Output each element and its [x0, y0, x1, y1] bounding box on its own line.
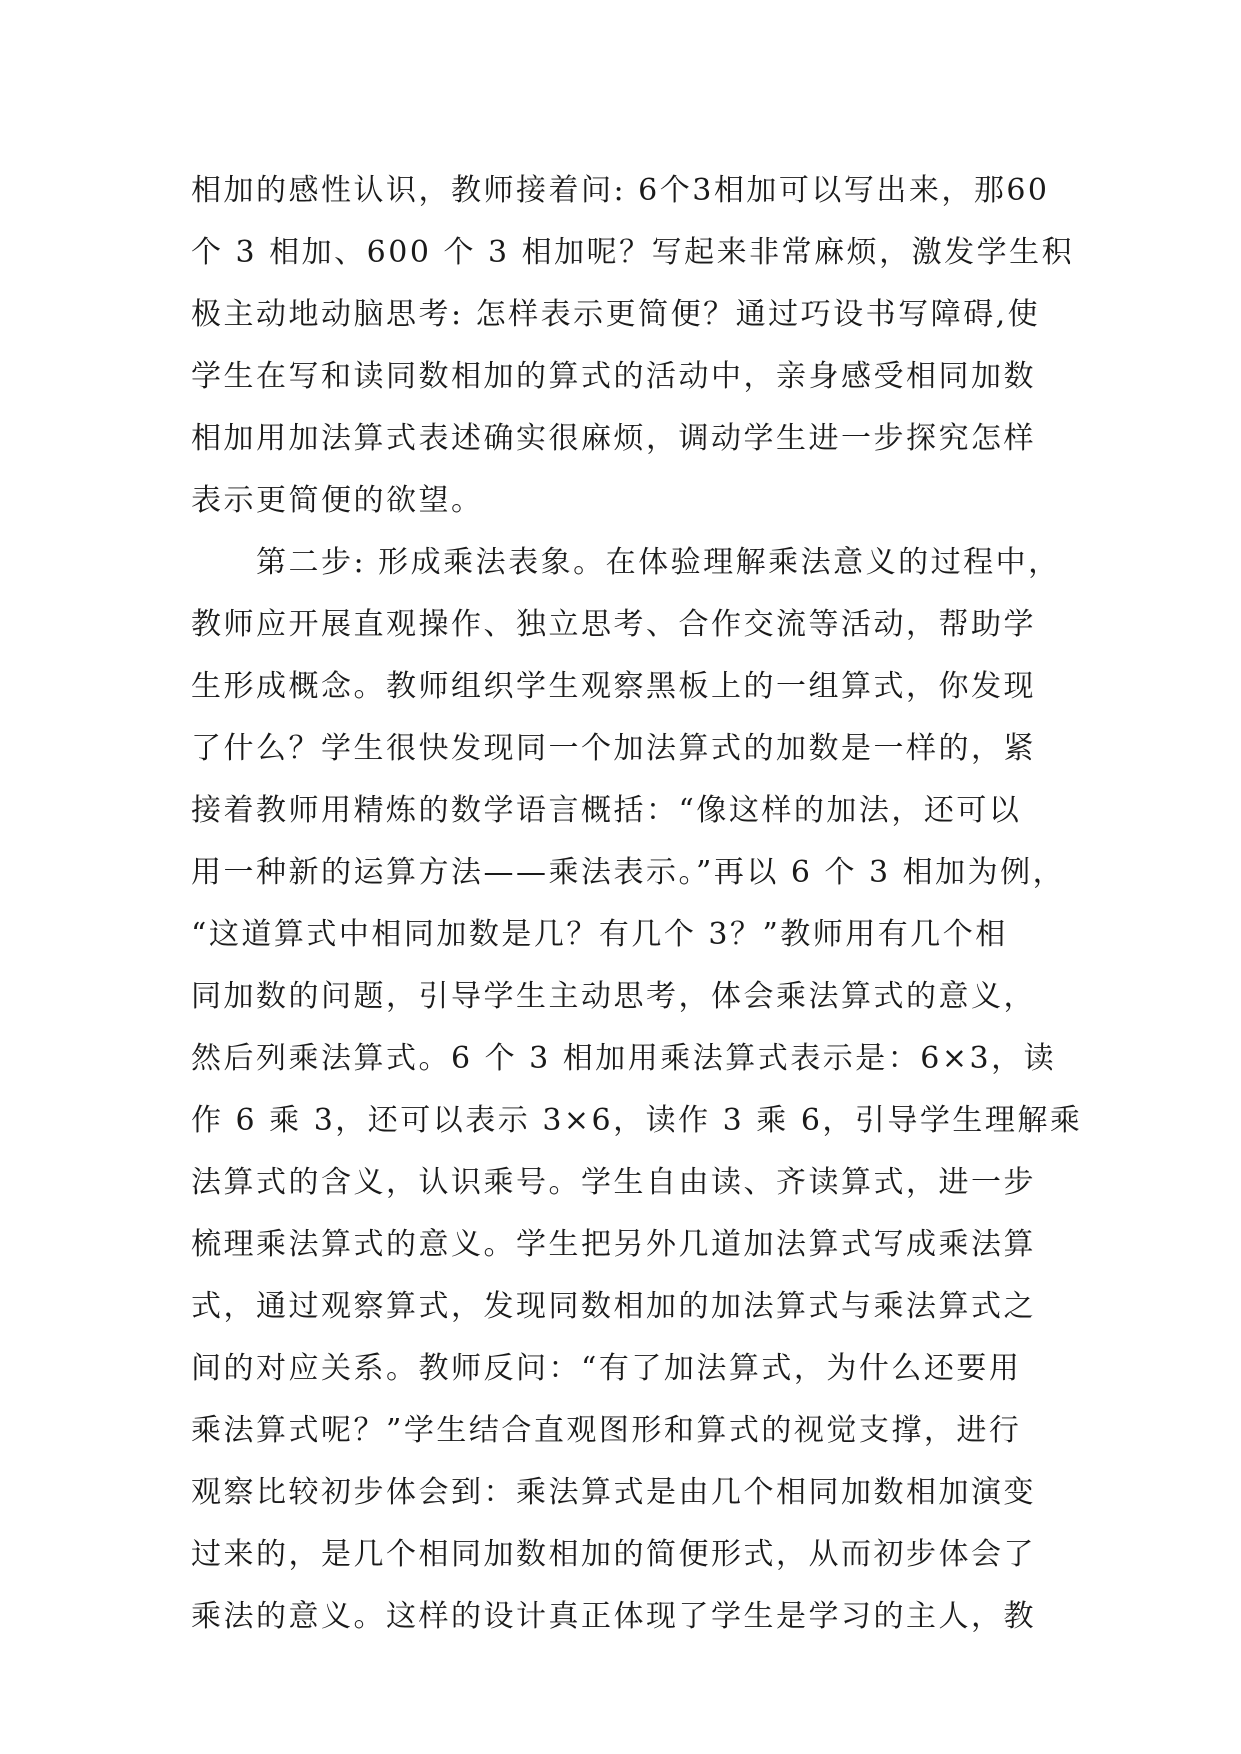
- paragraph-start-line: 第二步: 形成乘法表象。在体验理解乘法意义的过程中，: [191, 545, 1061, 580]
- text-line: 接着教师用精炼的数学语言概括：“像这样的加法，还可以: [191, 793, 1022, 828]
- text-line: 观察比较初步体会到：乘法算式是由几个相同加数相加演变: [191, 1475, 1036, 1510]
- text-line: 用一种新的运算方法——乘法表示。”再以 6 个 3 相加为例，: [191, 855, 1066, 890]
- text-line: 间的对应关系。教师反问：“有了加法算式，为什么还要用: [191, 1351, 1022, 1386]
- text-line: 生形成概念。教师组织学生观察黑板上的一组算式，你发现: [191, 669, 1036, 704]
- text-line: 了什么？学生很快发现同一个加法算式的加数是一样的，紧: [191, 731, 1036, 766]
- text-line: 相加用加法算式表述确实很麻烦，调动学生进一步探究怎样: [191, 421, 1036, 456]
- text-line: 极主动地动脑思考: 怎样表示更简便？通过巧设书写障碍,使: [191, 297, 1041, 332]
- text-line: 学生在写和读同数相加的算式的活动中，亲身感受相同加数: [191, 359, 1036, 394]
- text-line: 同加数的问题，引导学生主动思考，体会乘法算式的意义，: [191, 979, 1036, 1014]
- text-line: 式，通过观察算式，发现同数相加的加法算式与乘法算式之: [191, 1289, 1036, 1324]
- text-line: “这道算式中相同加数是几？有几个 3？”教师用有几个相: [191, 917, 1008, 952]
- text-line: 乘法的意义。这样的设计真正体现了学生是学习的主人，教: [191, 1599, 1036, 1634]
- text-line: 个 3 相加、600 个 3 相加呢？写起来非常麻烦，激发学生积: [191, 235, 1075, 270]
- text-line: 乘法算式呢？”学生结合直观图形和算式的视觉支撑，进行: [191, 1413, 1022, 1448]
- text-line: 梳理乘法算式的意义。学生把另外几道加法算式写成乘法算: [191, 1227, 1036, 1262]
- text-line: 相加的感性认识，教师接着问: 6个3相加可以写出来，那60: [191, 173, 1050, 208]
- text-line: 作 6 乘 3，还可以表示 3×6，读作 3 乘 6，引导学生理解乘: [191, 1103, 1083, 1138]
- text-line: 然后列乘法算式。6 个 3 相加用乘法算式表示是：6×3，读: [191, 1041, 1057, 1076]
- text-line: 法算式的含义，认识乘号。学生自由读、齐读算式，进一步: [191, 1165, 1036, 1200]
- body-text: [191, 160, 1121, 1648]
- text-line: 表示更简便的欲望。: [191, 483, 484, 518]
- text-line: 教师应开展直观操作、独立思考、合作交流等活动，帮助学: [191, 607, 1036, 642]
- text-line: 过来的，是几个相同加数相加的简便形式，从而初步体会了: [191, 1537, 1036, 1572]
